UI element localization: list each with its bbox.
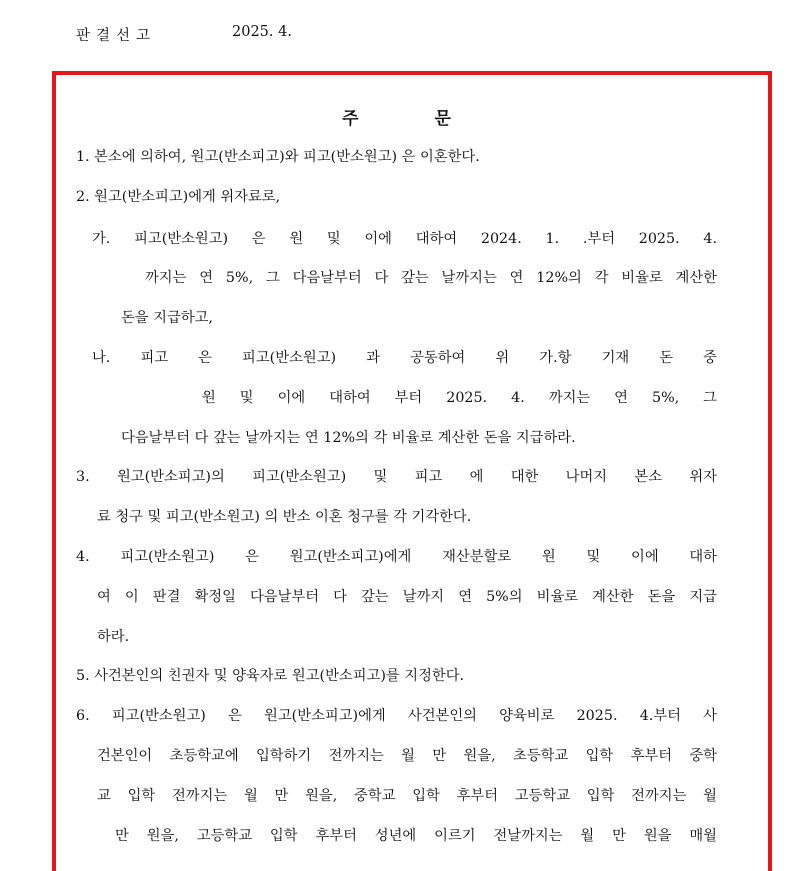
order-line: 만 원을, 고등학교 입학 후부터 성년에 이르기 전날까지는 월 만 원을 매월: [115, 828, 717, 844]
order-line: 2. 원고(반소피고)에게 위자료로,: [76, 189, 281, 205]
title-char-1: 주: [342, 109, 359, 129]
order-line: 가. 피고(반소원고) 은 원 및 이에 대하여 2024. 1. .부터 2025. 4.: [92, 231, 717, 247]
order-line: 3. 원고(반소피고)의 피고(반소원고) 및 피고 에 대한 나머지 본소 위자: [76, 469, 717, 485]
order-line: 까지는 연 5%, 그 다음날부터 다 갚는 날까지는 연 12%의 각 비율로 계산한: [145, 270, 717, 286]
order-line: 원 및 이에 대하여 부터 2025. 4. 까지는 연 5%, 그: [202, 390, 717, 406]
order-line: 1. 본소에 의하여, 원고(반소피고)와 피고(반소원고) 은 이혼한다.: [76, 149, 480, 165]
judgment-date-line: [76, 24, 292, 45]
order-line: 6. 피고(반소원고) 은 원고(반소피고)에게 사건본인의 양육비로 2025. 4.부터 사: [76, 708, 717, 724]
order-line: 하라.: [97, 629, 130, 645]
order-line: 여 이 판결 확정일 다음날부터 다 갚는 날까지 연 5%의 비율로 계산한 돈을 지급: [97, 589, 717, 605]
order-line: 교 입학 전까지는 월 만 원을, 중학교 입학 후부터 고등학교 입학 전까지는 월: [97, 788, 717, 804]
order-line: 료 청구 및 피고(반소원고) 의 반소 이혼 청구를 각 기각한다.: [97, 509, 472, 525]
judgment-label: 판결선고: [76, 28, 157, 44]
section-title: [0, 104, 793, 129]
order-line: 4. 피고(반소원고) 은 원고(반소피고)에게 재산분할로 원 및 이에 대하: [76, 549, 717, 565]
judgment-date: 2025. 4.: [232, 24, 292, 40]
order-line: 돈을 지급하고,: [121, 310, 213, 326]
order-line: 다음날부터 다 갚는 날까지는 연 12%의 각 비율로 계산한 돈을 지급하라.: [121, 430, 576, 446]
title-char-2: 문: [434, 109, 451, 129]
order-line: 건본인이 초등학교에 입학하기 전까지는 월 만 원을, 초등학교 입학 후부터 중학: [97, 748, 717, 764]
order-line: 5. 사건본인의 친권자 및 양육자로 원고(반소피고)를 지정한다.: [76, 668, 465, 684]
order-line: 나. 피고 은 피고(반소원고) 과 공동하여 위 가.항 기재 돈 중: [92, 350, 717, 366]
